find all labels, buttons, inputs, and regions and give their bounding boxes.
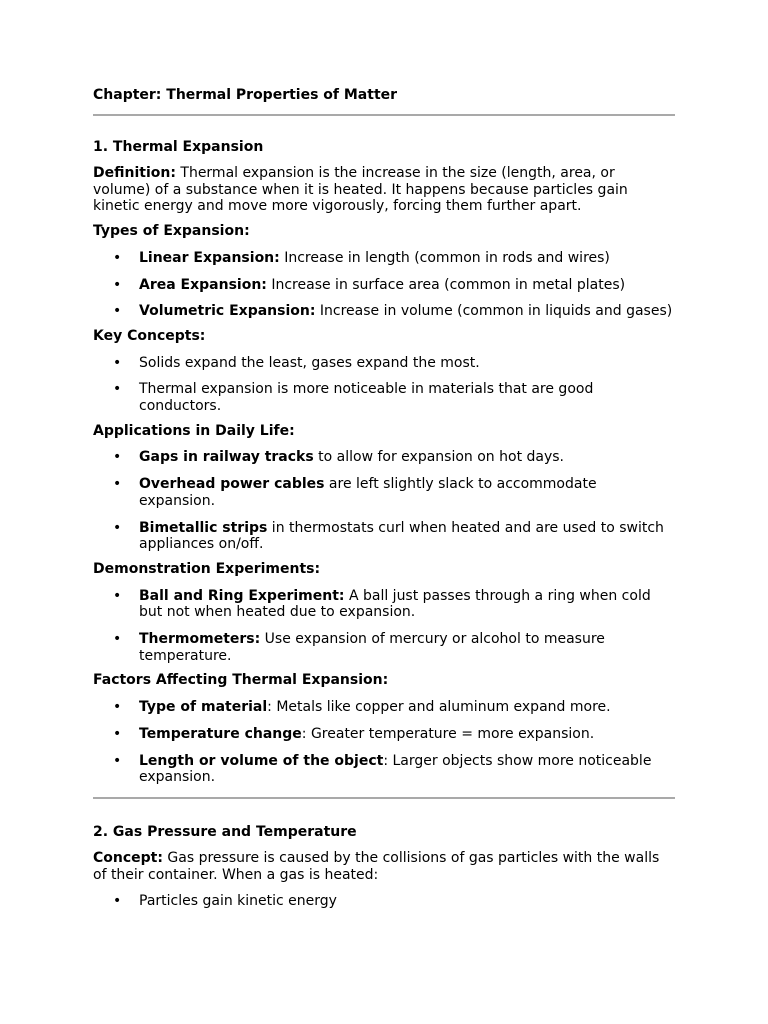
section-divider	[93, 797, 675, 799]
demonstrations-heading: Demonstration Experiments:	[93, 560, 321, 577]
item-label: Type of material	[139, 699, 268, 716]
item-text: A ball just passes through a ring when cold but not when heated due to expansion.	[139, 587, 651, 621]
item-text: Particles gain kinetic energy	[139, 893, 337, 910]
applications-list	[93, 449, 675, 553]
item-label: Gaps in railway tracks	[139, 449, 314, 466]
item-text: Thermal expansion is more noticeable in materials that are good conductors.	[139, 381, 594, 415]
factors-list	[93, 699, 675, 786]
chapter-title: Chapter: Thermal Properties of Matter	[93, 87, 398, 103]
key-concepts-heading: Key Concepts:	[93, 327, 206, 344]
list-item	[93, 449, 675, 466]
item-label: Length or volume of the object	[139, 752, 384, 769]
list-item	[93, 303, 675, 320]
list-item	[93, 631, 675, 664]
list-item	[93, 726, 675, 743]
list-item	[93, 381, 675, 414]
item-text: : Greater temperature = more expansion.	[301, 725, 595, 742]
bullet-icon: •	[113, 893, 122, 910]
item-text: Increase in surface area (common in metal plates)	[266, 276, 626, 293]
definition-text: Thermal expansion is the increase in the size (length, area, or volume) of a substance when it is heated. It happens because particles gain kinetic energy and move more vigorously, forcing them further apart.	[93, 165, 628, 215]
item-text: in thermostats curl when heated and are used to switch appliances on/off.	[139, 519, 664, 553]
concept-paragraph	[93, 850, 675, 883]
bullet-icon: •	[113, 354, 122, 371]
item-text: : Larger objects show more noticeable expansion.	[139, 752, 652, 786]
item-text: to allow for expansion on hot days.	[313, 449, 565, 466]
bullet-icon: •	[113, 752, 122, 769]
list-item	[93, 893, 675, 910]
list-item	[93, 476, 675, 509]
item-label: Bimetallic strips	[139, 519, 268, 536]
applications-heading: Applications in Daily Life:	[93, 422, 295, 439]
item-text: : Metals like copper and aluminum expand more.	[267, 699, 611, 716]
item-label: Area Expansion:	[139, 276, 267, 293]
item-label: Linear Expansion:	[139, 249, 280, 266]
factors-heading: Factors Affecting Thermal Expansion:	[93, 672, 389, 689]
item-label: Temperature change	[139, 725, 302, 742]
item-text: are left slightly slack to accommodate expansion.	[139, 476, 597, 509]
item-label: Ball and Ring Experiment:	[139, 587, 345, 604]
section-title-thermal-expansion: 1. Thermal Expansion	[93, 139, 264, 155]
list-item	[93, 355, 675, 372]
item-text: Increase in length (common in rods and wires)	[279, 249, 610, 266]
bullet-icon: •	[113, 276, 122, 293]
list-item	[93, 753, 675, 786]
bullet-icon: •	[113, 519, 122, 536]
bullet-icon: •	[113, 476, 122, 493]
section-divider	[93, 114, 675, 116]
item-text: Solids expand the least, gases expand the most.	[139, 354, 480, 371]
bullet-icon: •	[113, 699, 122, 716]
types-list	[93, 250, 675, 320]
item-label: Overhead power cables	[139, 476, 325, 493]
item-text: Increase in volume (common in liquids and gases)	[315, 303, 673, 320]
item-text: Use expansion of mercury or alcohol to measure temperature.	[139, 631, 605, 664]
list-item	[93, 250, 675, 267]
bullet-icon: •	[113, 631, 122, 648]
key-concepts-list	[93, 355, 675, 415]
item-label: Thermometers:	[139, 631, 261, 648]
list-item	[93, 520, 675, 553]
concept-label: Concept:	[93, 849, 163, 866]
definition-paragraph	[93, 165, 675, 215]
bullet-icon: •	[113, 449, 122, 466]
item-label: Volumetric Expansion:	[139, 303, 316, 320]
bullet-icon: •	[113, 381, 122, 398]
bullet-icon: •	[113, 303, 122, 320]
concept-text: Gas pressure is caused by the collisions of gas particles with the walls of their container. When a gas is heated:	[93, 849, 660, 883]
bullet-icon: •	[113, 587, 122, 604]
demonstrations-list	[93, 588, 675, 665]
definition-label: Definition:	[93, 165, 176, 181]
bullet-icon: •	[113, 249, 122, 266]
bullet-icon: •	[113, 725, 122, 742]
document-page	[93, 86, 675, 910]
list-item	[93, 277, 675, 294]
list-item	[93, 699, 675, 716]
types-heading: Types of Expansion:	[93, 223, 250, 240]
list-item	[93, 588, 675, 621]
section-title-gas-pressure: 2. Gas Pressure and Temperature	[93, 823, 357, 840]
gas-points-list	[93, 893, 675, 910]
